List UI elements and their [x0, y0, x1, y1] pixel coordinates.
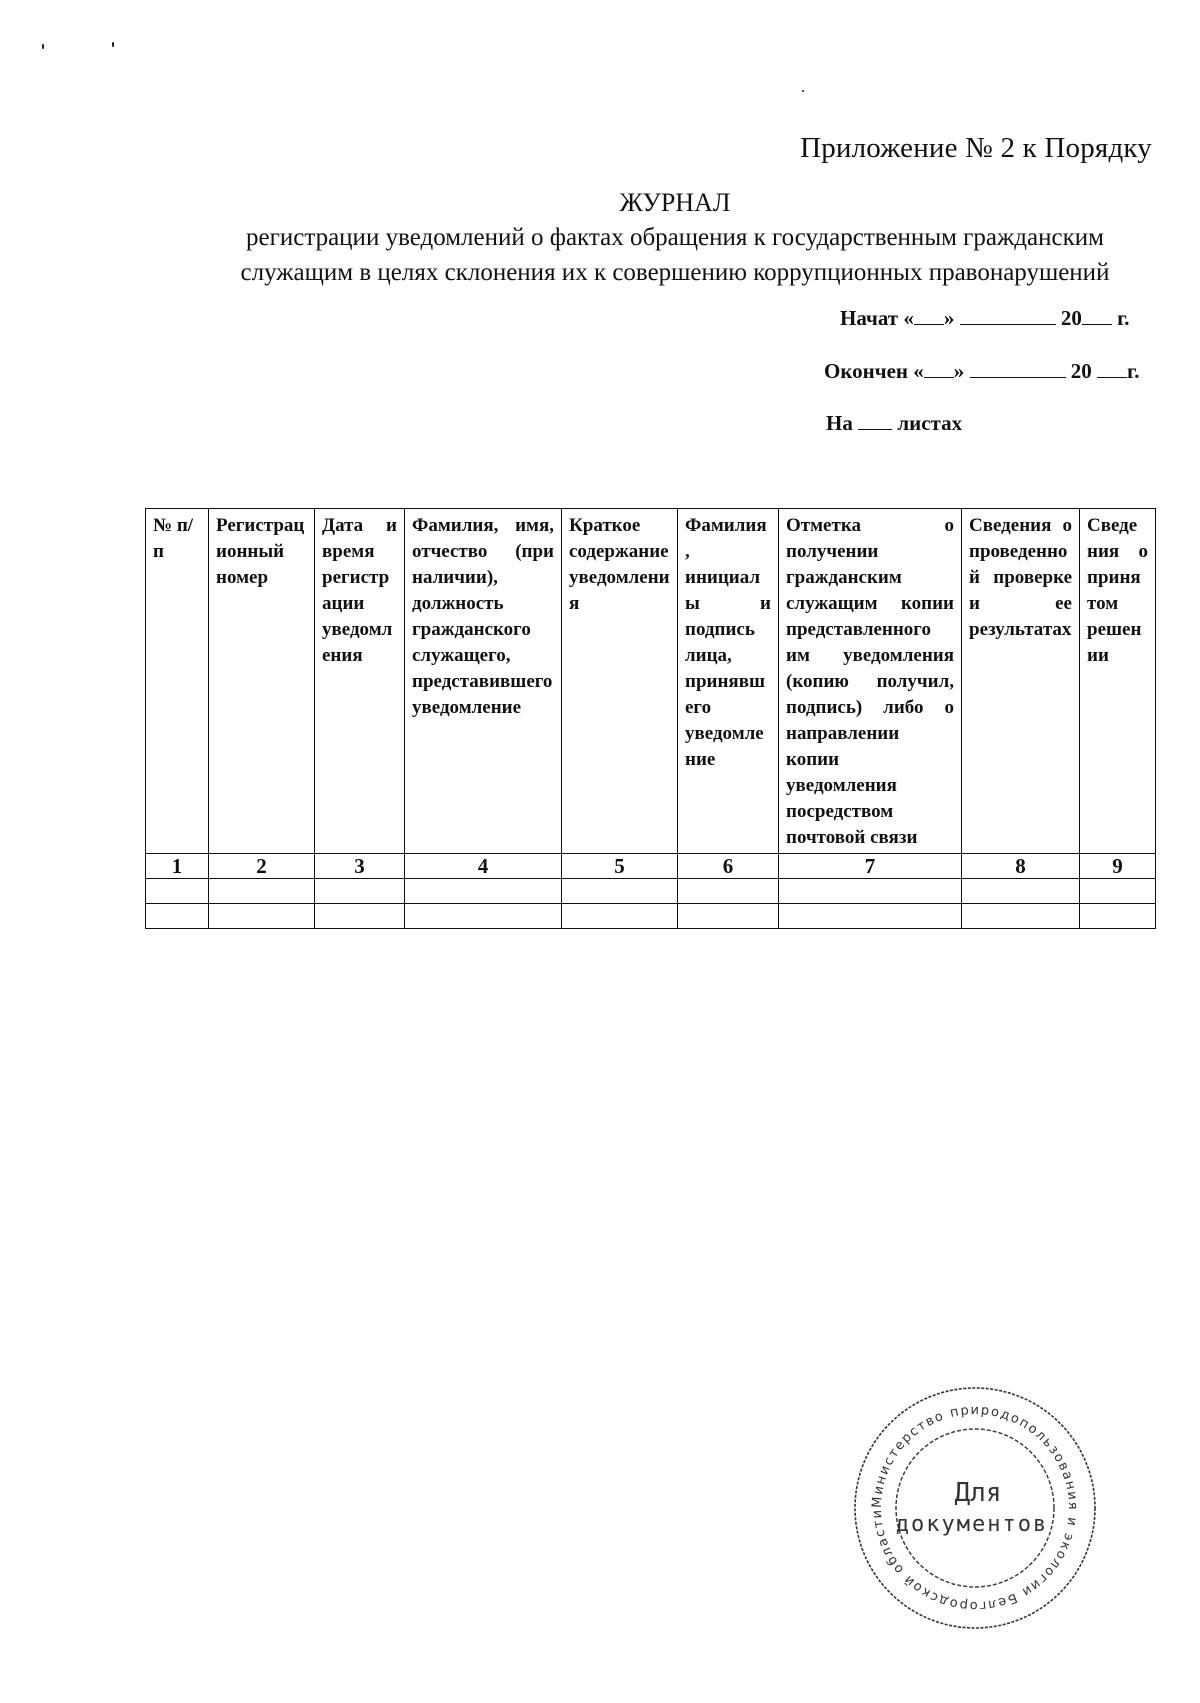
column-number-cell: 2: [209, 854, 315, 879]
empty-cell: [962, 904, 1080, 929]
finished-end: г.: [1127, 359, 1140, 383]
column-number-cell: 4: [405, 854, 562, 879]
header-cell: Фамилия, инициалы и подпись лица, принявшего уведомление: [678, 509, 779, 854]
started-mid: »: [943, 306, 955, 330]
column-number-row: [146, 854, 1156, 879]
header-cell: Краткое содержание уведомления: [562, 509, 678, 854]
column-number-cell: 7: [779, 854, 962, 879]
header-cell: Отметка о получении гражданским служащим копии представленного им уведомления (копию получил, подпись) либо о направлении копии уведомления посредством почтовой связи: [779, 509, 962, 854]
finished-year: 20: [1070, 359, 1092, 383]
empty-cell: [405, 879, 562, 904]
journal-subtitle-line-1: регистрации уведомлений о фактах обращения к государственным гражданским: [246, 224, 1104, 251]
empty-cell: [146, 904, 209, 929]
finished-day-blank: [924, 358, 954, 378]
empty-cell: [562, 879, 678, 904]
empty-cell: [405, 904, 562, 929]
stamp-outer-ring: [855, 1388, 1095, 1628]
sheets-suffix: листах: [897, 411, 963, 435]
empty-cell: [315, 904, 405, 929]
finished-mid: »: [953, 359, 965, 383]
column-number-cell: 9: [1080, 854, 1156, 879]
empty-table-row: [146, 904, 1156, 929]
column-number-cell: 8: [962, 854, 1080, 879]
header-cell: Дата и время регистрации уведомления: [315, 509, 405, 854]
empty-cell: [209, 904, 315, 929]
header-row: [146, 509, 1156, 854]
title-block: [150, 188, 1200, 288]
started-date-line: [840, 305, 1130, 331]
sheets-prefix: На: [826, 411, 853, 435]
office-stamp: [850, 1383, 1100, 1633]
empty-table-row: [146, 879, 1156, 904]
empty-cell: [146, 879, 209, 904]
appendix-label: Приложение № 2 к Порядку: [800, 132, 1152, 164]
finished-date-line: [824, 358, 1139, 384]
empty-cell: [779, 904, 962, 929]
empty-cell: [1080, 904, 1156, 929]
stamp-center-line-1: Для: [954, 1478, 1002, 1508]
sheets-line: [826, 410, 962, 436]
empty-cell: [678, 904, 779, 929]
finished-year-blank: [1097, 358, 1127, 378]
column-number-cell: 3: [315, 854, 405, 879]
column-number-cell: 5: [562, 854, 678, 879]
finished-month-blank: [970, 358, 1066, 378]
started-month-blank: [960, 305, 1056, 325]
stamp-ring-text: Министерство природопользования и экологии Белгородской области: [869, 1402, 1081, 1614]
empty-cell: [962, 879, 1080, 904]
journal-subtitle-line-2: служащим в целях склонения их к совершению коррупционных правонарушений: [240, 259, 1110, 286]
empty-cell: [678, 879, 779, 904]
stamp-inner-ring: [896, 1429, 1054, 1587]
sheets-count-blank: [858, 410, 892, 430]
finished-label: Окончен «: [824, 359, 924, 383]
journal-title: ЖУРНАЛ: [619, 188, 731, 217]
empty-cell: [562, 904, 678, 929]
empty-cell: [209, 879, 315, 904]
header-cell: Фамилия, имя, отчество (при наличии), должность гражданского служащего, представившего уведомление: [405, 509, 562, 854]
started-end: г.: [1117, 306, 1130, 330]
header-cell: Сведения о проведенной проверке и ее результатах: [962, 509, 1080, 854]
journal-table: [145, 508, 1156, 929]
header-cell: Сведения о принятом решении: [1080, 509, 1156, 854]
stamp-center-line-2: документов: [895, 1512, 1049, 1537]
empty-cell: [315, 879, 405, 904]
empty-cell: [1080, 879, 1156, 904]
started-year: 20: [1060, 306, 1082, 330]
started-year-blank: [1082, 305, 1112, 325]
started-day-blank: [914, 305, 944, 325]
empty-cell: [779, 879, 962, 904]
column-number-cell: 6: [678, 854, 779, 879]
column-number-cell: 1: [146, 854, 209, 879]
header-cell: Регистрационный номер: [209, 509, 315, 854]
header-cell: № п/п: [146, 509, 209, 854]
started-label: Начат «: [840, 306, 914, 330]
